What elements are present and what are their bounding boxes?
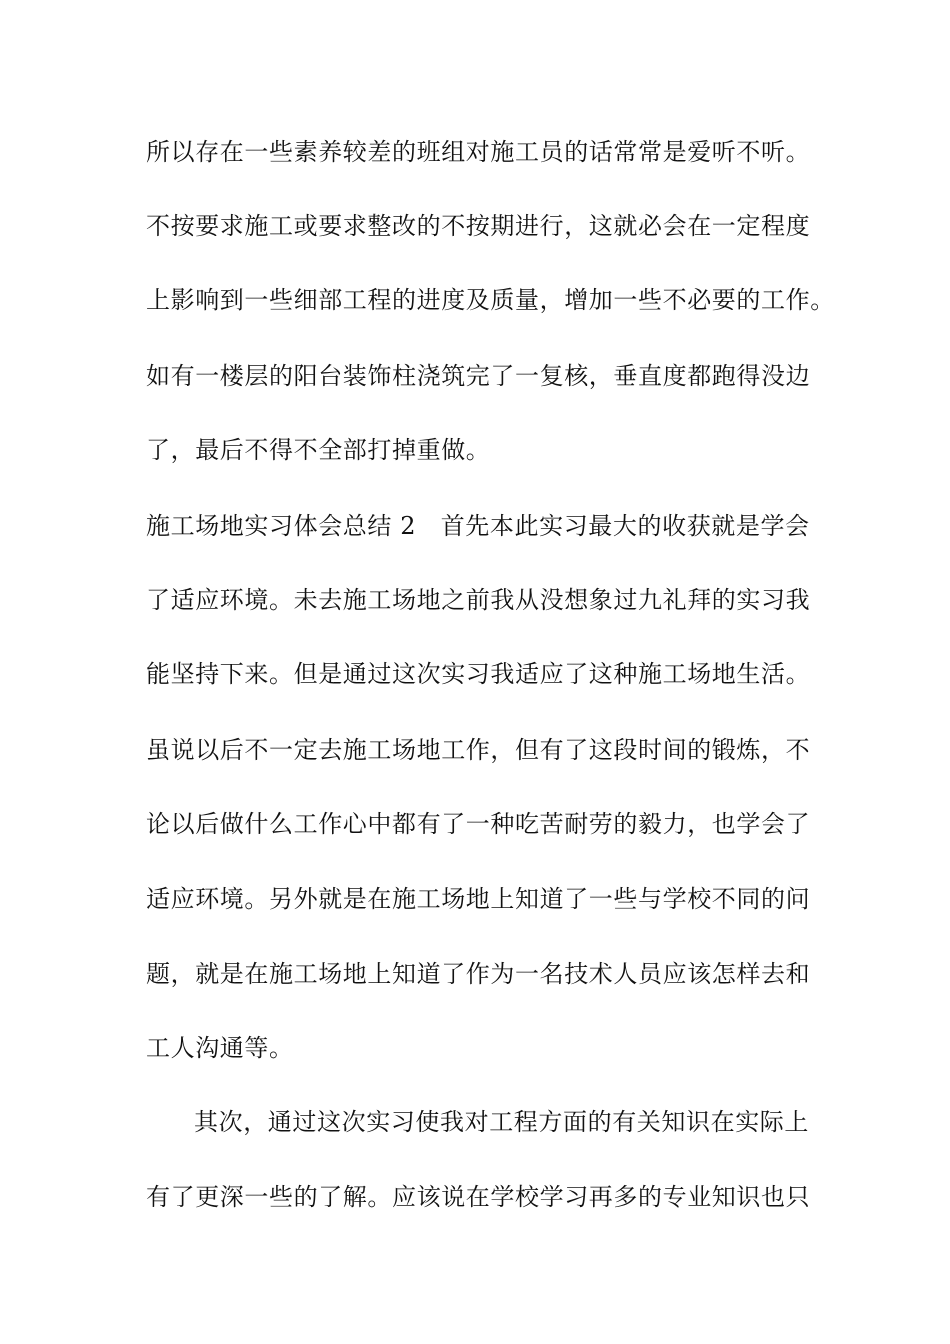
text-line: 了适应环境。未去施工场地之前我从没想象过九礼拜的实习我 xyxy=(146,586,811,614)
text-line: 工人沟通等。 xyxy=(146,1034,294,1062)
text-line: 不按要求施工或要求整改的不按期进行，这就必会在一定程度 xyxy=(146,212,811,240)
text-line: 题，就是在施工场地上知道了作为一名技术人员应该怎样去和 xyxy=(146,960,811,988)
text-line: 其次，通过这次实习使我对工程方面的有关知识在实际上 xyxy=(194,1108,809,1136)
text-line: 所以存在一些素养较差的班组对施工员的话常常是爱听不听。 xyxy=(146,138,811,166)
text-line: 如有一楼层的阳台装饰柱浇筑完了一复核，垂直度都跑得没边 xyxy=(146,362,811,390)
text-line: 能坚持下来。但是通过这次实习我适应了这种施工场地生活。 xyxy=(146,660,811,688)
text-line: 虽说以后不一定去施工场地工作，但有了这段时间的锻炼，不 xyxy=(146,736,811,764)
text-line: 有了更深一些的了解。应该说在学校学习再多的专业知识也只 xyxy=(146,1183,811,1211)
text-line: 了，最后不得不全部打掉重做。 xyxy=(146,436,491,464)
text-line: 论以后做什么工作心中都有了一种吃苦耐劳的毅力，也学会了 xyxy=(146,810,811,838)
text-line: 上影响到一些细部工程的进度及质量，增加一些不必要的工作。 xyxy=(146,286,835,314)
text-line: 施工场地实习体会总结 2 首先本此实习最大的收获就是学会 xyxy=(146,512,810,540)
text-line: 适应环境。另外就是在施工场地上知道了一些与学校不同的问 xyxy=(146,885,811,913)
